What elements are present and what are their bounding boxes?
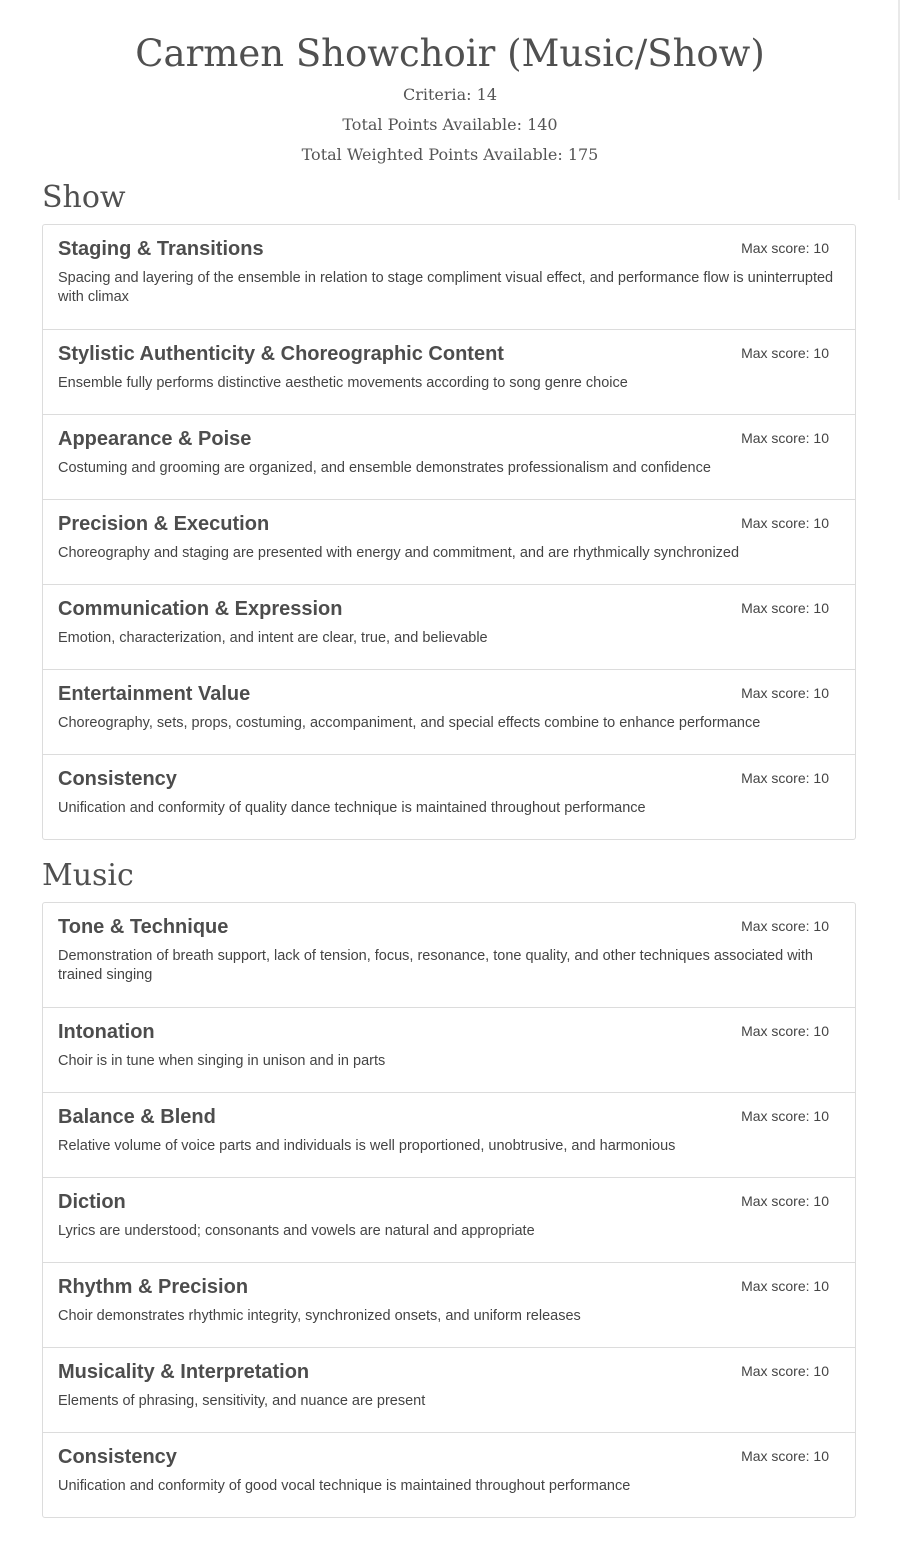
section-title: Show xyxy=(42,180,126,215)
criterion-item xyxy=(43,903,855,1007)
criterion-max-score: Max score: 10 xyxy=(741,1193,829,1209)
criterion-name: Appearance & Poise xyxy=(58,428,252,450)
criterion-max-score: Max score: 10 xyxy=(741,600,829,616)
page-title: Carmen Showchoir (Music/Show) xyxy=(135,32,765,75)
section-music xyxy=(42,858,856,1518)
criterion-item xyxy=(43,584,855,669)
criterion-max-score: Max score: 10 xyxy=(741,685,829,701)
criterion-description: Unification and conformity of good vocal technique is maintained throughout performance xyxy=(58,1478,631,1494)
section-show xyxy=(42,180,856,840)
criterion-description: Spacing and layering of the ensemble in relation to stage compliment visual effect, and performance flow is uninterrupted with climax xyxy=(58,270,834,305)
criterion-name: Rhythm & Precision xyxy=(58,1276,249,1298)
criterion-description: Elements of phrasing, sensitivity, and nuance are present xyxy=(58,1393,426,1409)
criterion-item xyxy=(43,329,855,414)
criteria-list xyxy=(42,902,856,1518)
criterion-description: Choreography and staging are presented with energy and commitment, and are rhythmically synchronized xyxy=(58,545,740,561)
criterion-item xyxy=(43,1262,855,1347)
criterion-name: Entertainment Value xyxy=(58,683,251,705)
criterion-description: Demonstration of breath support, lack of tension, focus, resonance, tone quality, and other techniques associated with trained singing xyxy=(58,948,813,983)
criterion-description: Costuming and grooming are organized, and ensemble demonstrates professionalism and confidence xyxy=(58,460,711,476)
criterion-name: Musicality & Interpretation xyxy=(58,1361,310,1383)
criterion-max-score: Max score: 10 xyxy=(741,240,829,256)
criterion-description: Choir demonstrates rhythmic integrity, synchronized onsets, and uniform releases xyxy=(58,1308,581,1324)
criterion-name: Stylistic Authenticity & Choreographic Content xyxy=(58,343,504,365)
criteria-list xyxy=(42,224,856,840)
criterion-item xyxy=(43,1007,855,1092)
criterion-description: Ensemble fully performs distinctive aesthetic movements according to song genre choice xyxy=(58,375,628,391)
total-points: Total Points Available: 140 xyxy=(342,115,558,134)
criterion-description: Unification and conformity of quality dance technique is maintained throughout performance xyxy=(58,800,646,816)
criterion-name: Balance & Blend xyxy=(58,1106,216,1128)
criterion-max-score: Max score: 10 xyxy=(741,770,829,786)
criterion-item xyxy=(43,1347,855,1432)
criterion-name: Diction xyxy=(58,1191,126,1213)
criterion-description: Relative volume of voice parts and individuals is well proportioned, unobtrusive, and harmonious xyxy=(58,1138,676,1154)
criterion-item xyxy=(43,414,855,499)
criterion-item xyxy=(43,225,855,329)
criterion-item xyxy=(43,1177,855,1262)
criterion-max-score: Max score: 10 xyxy=(741,345,829,361)
total-weighted-points: Total Weighted Points Available: 175 xyxy=(301,145,599,164)
criterion-max-score: Max score: 10 xyxy=(741,1448,829,1464)
criterion-name: Staging & Transitions xyxy=(58,238,264,260)
rubric-header xyxy=(0,0,900,170)
criterion-item xyxy=(43,754,855,839)
criterion-description: Emotion, characterization, and intent are clear, true, and believable xyxy=(58,630,488,646)
criterion-name: Tone & Technique xyxy=(58,916,229,938)
criterion-name: Intonation xyxy=(58,1021,155,1043)
criterion-item xyxy=(43,1432,855,1517)
criterion-description: Lyrics are understood; consonants and vowels are natural and appropriate xyxy=(58,1223,535,1239)
criterion-description: Choir is in tune when singing in unison and in parts xyxy=(58,1053,386,1069)
criterion-name: Consistency xyxy=(58,1446,177,1468)
criterion-name: Communication & Expression xyxy=(58,598,343,620)
criterion-max-score: Max score: 10 xyxy=(741,430,829,446)
criterion-item xyxy=(43,669,855,754)
criterion-max-score: Max score: 10 xyxy=(741,1108,829,1124)
criterion-max-score: Max score: 10 xyxy=(741,1363,829,1379)
criteria-count: Criteria: 14 xyxy=(402,85,498,104)
section-title: Music xyxy=(42,858,134,893)
criterion-description: Choreography, sets, props, costuming, accompaniment, and special effects combine to enhance performance xyxy=(58,715,761,731)
criterion-name: Precision & Execution xyxy=(58,513,270,535)
criterion-max-score: Max score: 10 xyxy=(741,918,829,934)
criterion-name: Consistency xyxy=(58,768,177,790)
criterion-item xyxy=(43,1092,855,1177)
criterion-item xyxy=(43,499,855,584)
criterion-max-score: Max score: 10 xyxy=(741,1278,829,1294)
criterion-max-score: Max score: 10 xyxy=(741,1023,829,1039)
criterion-max-score: Max score: 10 xyxy=(741,515,829,531)
